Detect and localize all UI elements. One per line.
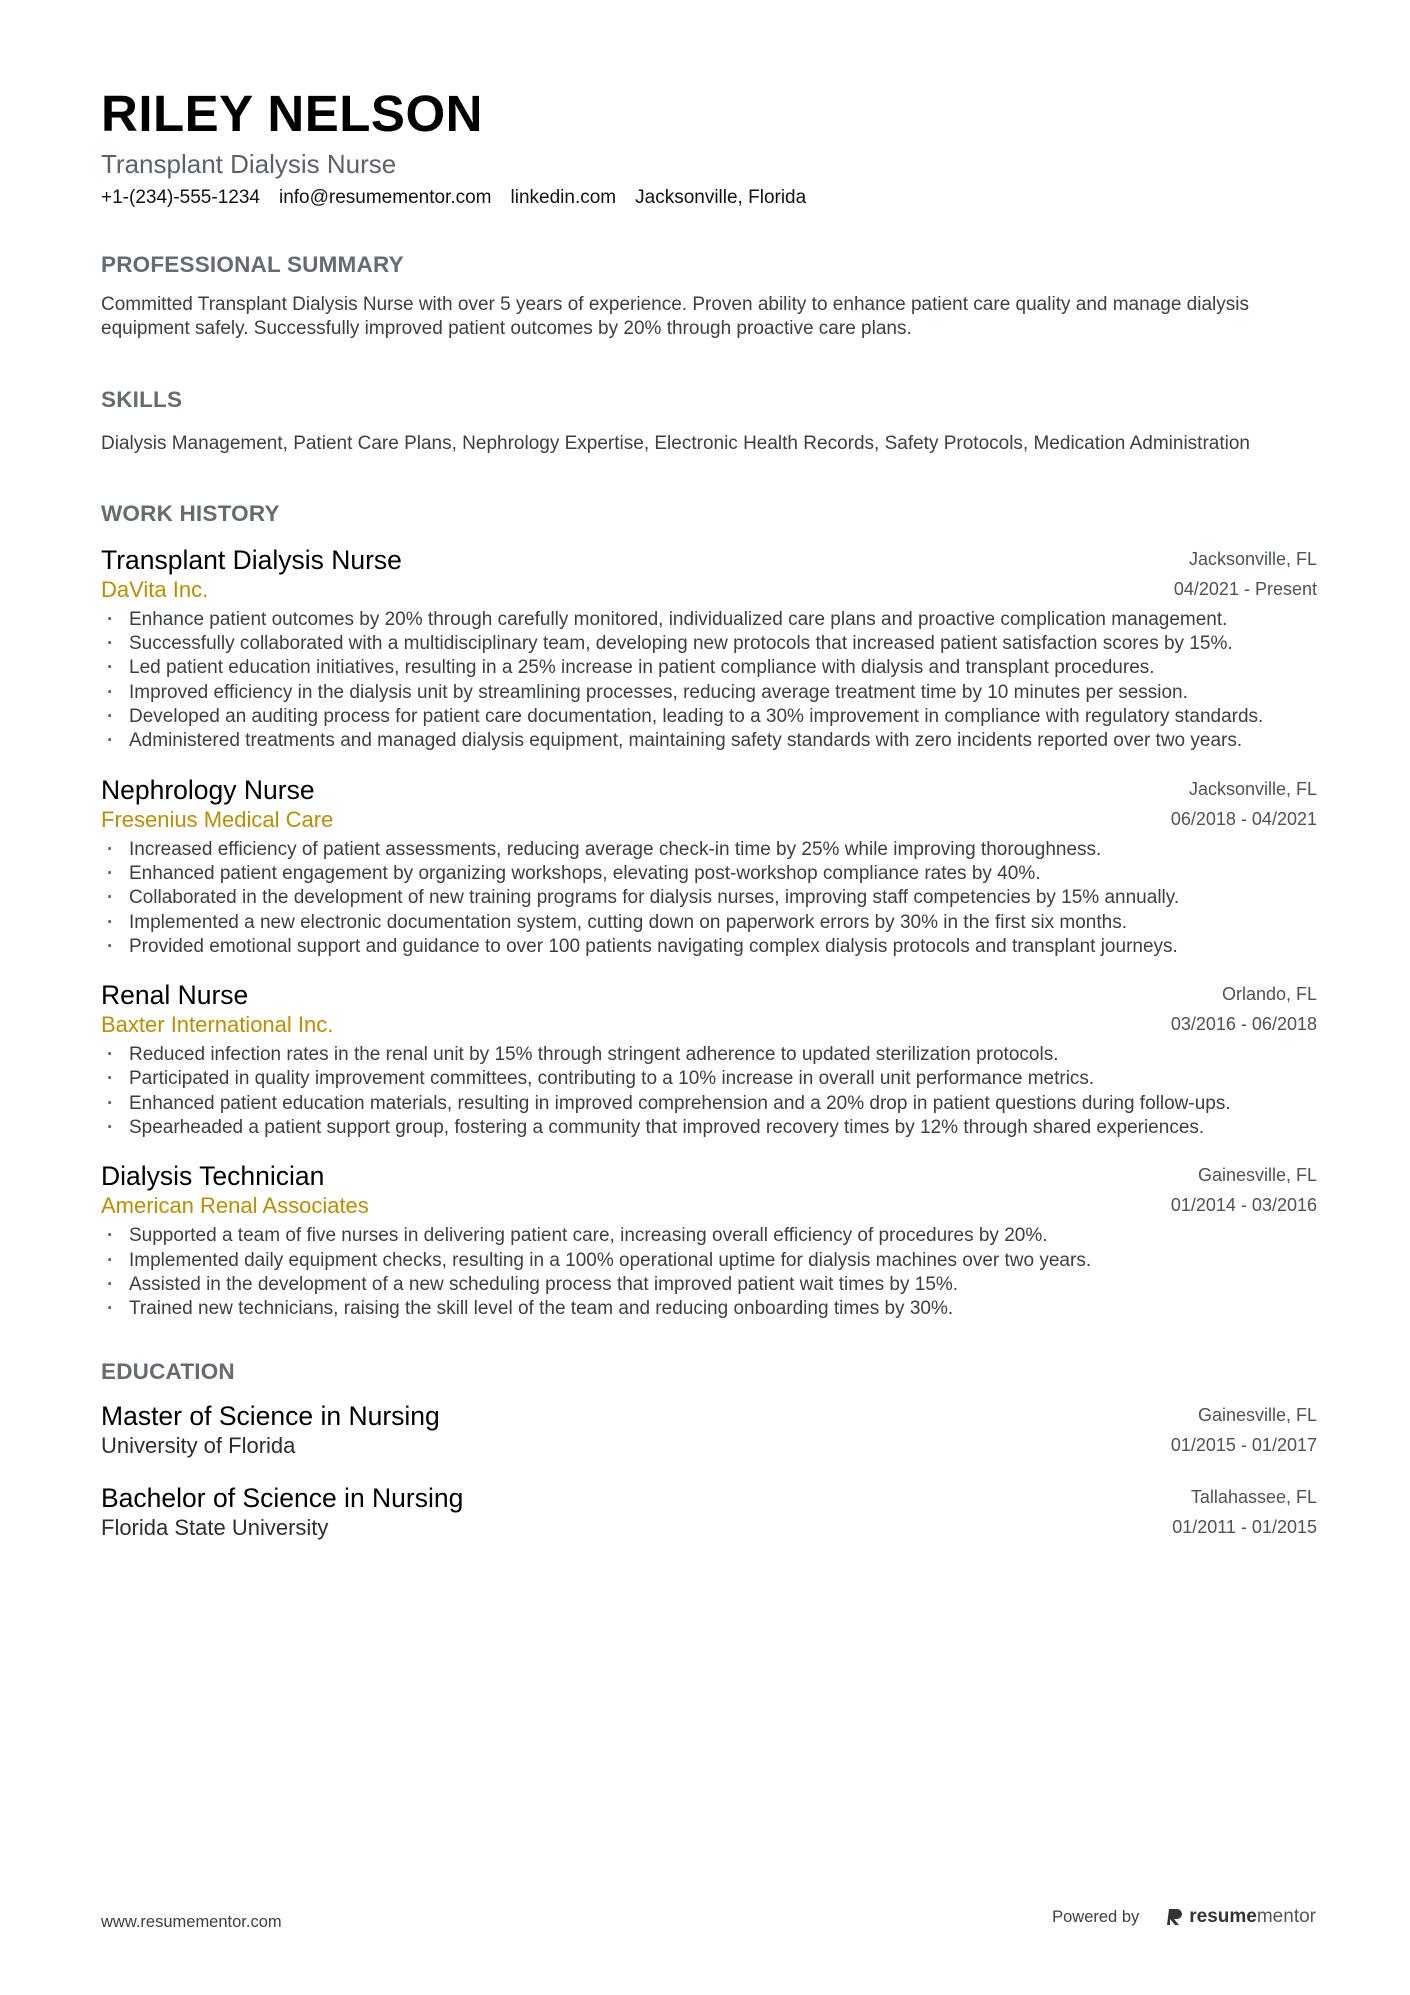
job-dates: 01/2014 - 03/2016 (1170, 1195, 1317, 1216)
job-location: Orlando, FL (1221, 984, 1317, 1005)
footer-website[interactable]: www.resumementor.com (101, 1913, 282, 1931)
summary-text: Committed Transplant Dialysis Nurse with over 5 years of experience. Proven ability to enhance patient care quality and manage dialysis equipment safely. Successfully improved patient outcomes by 20% through proactive care plans. (101, 294, 1249, 340)
bullet-item: · Collaborated in the development of new training programs for dialysis nurses, improving staff competencies by 15% annually. (101, 886, 1317, 910)
summary-section (101, 251, 1317, 342)
contact-line (101, 185, 1317, 211)
bullet-item: · Supported a team of five nurses in delivering patient care, increasing overall efficiency of procedures by 20%. (101, 1224, 1317, 1248)
job-entry (101, 774, 1317, 959)
degree-name: Bachelor of Science in Nursing (101, 1482, 464, 1513)
degree-name: Master of Science in Nursing (101, 1400, 440, 1431)
section-title: SKILLS (101, 386, 183, 412)
job-bullets (101, 1043, 1317, 1140)
job-location: Jacksonville, FL (1188, 778, 1317, 799)
education-section (101, 1358, 1317, 1542)
job-title: Renal Nurse (101, 980, 249, 1011)
education-location: Tallahassee, FL (1190, 1486, 1317, 1507)
education-entry (101, 1482, 1317, 1542)
bullet-item: · Enhance patient outcomes by 20% through carefully monitored, individualized care plans and proactive complication management. (101, 608, 1317, 632)
job-bullets (101, 608, 1317, 754)
bullet-item: · Assisted in the development of a new scheduling process that improved patient wait times by 15%. (101, 1273, 1317, 1297)
job-entry (101, 1160, 1317, 1321)
contact-phone: +1-(234)-555-1234 (101, 187, 260, 208)
section-title: EDUCATION (101, 1358, 235, 1384)
job-location: Jacksonville, FL (1188, 548, 1317, 569)
bullet-item: · Administered treatments and managed dialysis equipment, maintaining safety standards with zero incidents reported over two years. (101, 729, 1317, 753)
bullet-item: · Implemented daily equipment checks, resulting in a 100% operational uptime for dialysis machines over two years. (101, 1249, 1317, 1273)
bullet-item: · Increased efficiency of patient assessments, reducing average check-in time by 25% while improving thoroughness. (101, 838, 1317, 862)
job-title: Dialysis Technician (101, 1161, 325, 1192)
job-bullets (101, 838, 1317, 959)
resume-page (101, 86, 1317, 1542)
bullet-item: · Improved efficiency in the dialysis unit by streamlining processes, reducing average treatment time by 10 minutes per session. (101, 681, 1317, 705)
bullet-item: · Trained new technicians, raising the skill level of the team and reducing onboarding times by 30%. (101, 1297, 1317, 1321)
contact-email: info@resumementor.com (278, 187, 492, 208)
bullet-item: · Implemented a new electronic documentation system, cutting down on paperwork errors by 30% in the first six months. (101, 911, 1317, 935)
candidate-name: RILEY NELSON (101, 85, 483, 142)
company-name: Fresenius Medical Care (101, 806, 334, 832)
company-name: DaVita Inc. (101, 576, 209, 602)
powered-by-label: Powered by (1052, 1907, 1140, 1926)
education-dates: 01/2011 - 01/2015 (1172, 1516, 1317, 1537)
job-location: Gainesville, FL (1197, 1165, 1317, 1186)
job-title: Nephrology Nurse (101, 774, 315, 805)
bullet-item: · Developed an auditing process for patient care documentation, leading to a 30% improvement in compliance with regulatory standards. (101, 705, 1317, 729)
job-dates: 04/2021 - Present (1173, 578, 1317, 599)
company-name: Baxter International Inc. (101, 1012, 334, 1038)
company-name: American Renal Associates (101, 1193, 369, 1219)
job-dates: 06/2018 - 04/2021 (1170, 808, 1317, 829)
education-dates: 01/2015 - 01/2017 (1170, 1434, 1317, 1455)
brand-logo[interactable] (1167, 1906, 1316, 1928)
bullet-item: · Spearheaded a patient support group, fostering a community that improved recovery times by 12% through shared experiences. (101, 1116, 1317, 1140)
section-title: WORK HISTORY (101, 500, 280, 526)
bullet-item: · Enhanced patient engagement by organizing workshops, elevating post-workshop compliance rates by 40%. (101, 862, 1317, 886)
school-name: Florida State University (101, 1514, 329, 1540)
school-name: University of Florida (101, 1432, 296, 1458)
candidate-role: Transplant Dialysis Nurse (101, 149, 397, 179)
job-dates: 03/2016 - 06/2018 (1170, 1014, 1317, 1035)
education-location: Gainesville, FL (1197, 1404, 1317, 1425)
footer-branding (1052, 1906, 1316, 1928)
contact-location: Jacksonville, Florida (635, 187, 807, 208)
resumementor-logo-icon (1167, 1907, 1183, 1927)
bullet-item: · Enhanced patient education materials, resulting in improved comprehension and a 20% drop in patient questions during follow-ups. (101, 1092, 1317, 1116)
skills-section (101, 386, 1317, 456)
job-entry (101, 544, 1317, 754)
contact-linkedin: linkedin.com (510, 187, 617, 208)
education-entry (101, 1400, 1317, 1460)
bullet-item: · Reduced infection rates in the renal unit by 15% through stringent adherence to updated sterilization protocols. (101, 1043, 1317, 1067)
bullet-item: · Provided emotional support and guidance to over 100 patients navigating complex dialysis protocols and transplant journeys. (101, 935, 1317, 959)
job-entry (101, 979, 1317, 1140)
bullet-item: · Led patient education initiatives, resulting in a 25% increase in patient compliance with dialysis and transplant procedures. (101, 656, 1317, 680)
bullet-item: · Successfully collaborated with a multidisciplinary team, developing new protocols that increased patient satisfaction scores by 15%. (101, 632, 1317, 656)
work-history-section (101, 500, 1317, 1322)
bullet-item: · Participated in quality improvement committees, contributing to a 10% increase in overall unit performance metrics. (101, 1067, 1317, 1091)
section-title: PROFESSIONAL SUMMARY (101, 252, 404, 277)
job-bullets (101, 1224, 1317, 1321)
brand-light: mentor (1256, 1906, 1316, 1927)
skills-text: Dialysis Management, Patient Care Plans, Nephrology Expertise, Electronic Health Records, Safety Protocols, Medication Administration (101, 432, 1250, 454)
job-title: Transplant Dialysis Nurse (101, 544, 402, 575)
brand-bold: resume (1189, 1906, 1257, 1927)
